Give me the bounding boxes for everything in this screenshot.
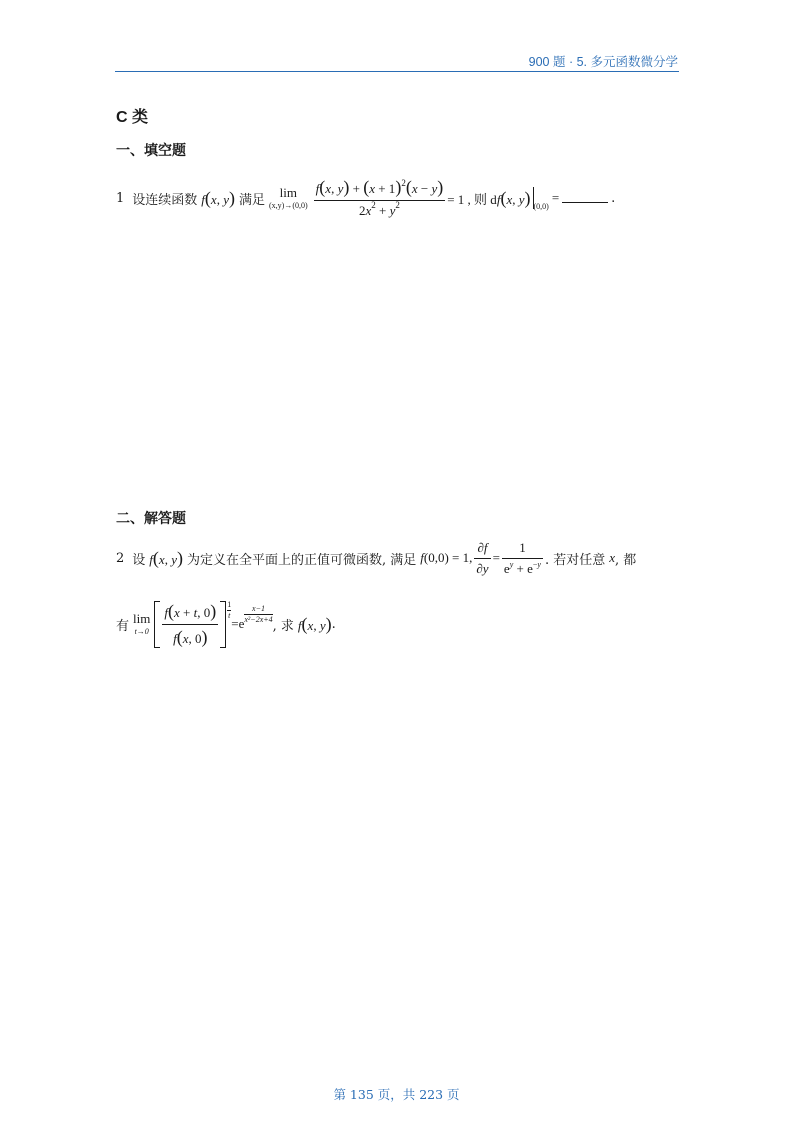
evaluation-point: (0,0)	[533, 201, 549, 211]
header-title: 900 题 · 5. 多元函数微分学	[528, 55, 678, 69]
header-rule	[115, 71, 679, 72]
math-fxy: f(x, y)	[201, 187, 235, 208]
problem-2-line-1: 2 设 f(x, y) 为定义在全平面上的正值可微函数, 满足 f (0,0) = 1, $\frac{\partial f}{\partial y}$ = $\frac{1}{e^y + e^{-y}}$ . 若对任意 x , 都	[116, 539, 637, 576]
limit-subscript-2: t→0	[134, 627, 149, 636]
fraction-denominator: $2x^2 + y^2$	[358, 200, 400, 218]
problem-1-satisfy: 满足	[238, 192, 265, 208]
page-footer: 第 135 页，共 223 页	[333, 1087, 460, 1102]
bracketed-ratio	[154, 601, 226, 648]
problem-2-text1: 为定义在全平面上的正值可微函数, 满足	[186, 552, 417, 568]
limit-word: lim	[279, 185, 297, 200]
problem-1	[116, 175, 615, 221]
problem-2-cond: (0,0) = 1,	[423, 550, 473, 565]
problem-1-number: 1	[116, 190, 125, 206]
problem-2-number: 2	[116, 550, 125, 566]
problem-1-eq1: = 1 , 则 d	[447, 191, 497, 207]
limit-operator	[269, 186, 308, 210]
answer-blank[interactable]	[562, 202, 608, 203]
bracket-exponent: 1 t	[227, 599, 232, 620]
fraction-numerator: f(x, $y) + (x + 1)^2(x - y)$	[315, 177, 444, 197]
problem-2-text3: , 都	[615, 552, 637, 568]
problem-2-line2-lead: 有	[116, 618, 130, 634]
limit-subscript: (x,y)→(0,0)	[269, 201, 308, 210]
problem-2-text4: , 求	[272, 618, 294, 634]
problem-1-eq2: =	[551, 190, 560, 205]
problem-2-lead: 设	[132, 552, 146, 568]
heading-solve: 二、解答题	[116, 510, 186, 526]
section-title: C 类	[116, 109, 149, 126]
problem-1-tail: .	[611, 190, 616, 206]
math-fxy-4: f(x, y)	[297, 613, 332, 634]
exp-base: e	[238, 616, 245, 631]
problem-1-lead: 设连续函数	[132, 192, 198, 208]
problem-2-line-2: 有 lim t→0 $\frac{f(x + t, 0)}{f(x, 0)}$ 1 t = e x−1 x²−2x+4 , 求 f(x, y) .	[116, 599, 336, 647]
math-x: x	[609, 550, 615, 565]
problem-2-text2: . 若对任意	[544, 552, 606, 568]
partial-derivative: $\frac{\partial f}{\partial y}$	[476, 539, 489, 576]
heading-fill-blank: 一、填空题	[116, 142, 186, 158]
limit-operator-2	[133, 612, 150, 636]
exp-exponent: x−1 x²−2x+4	[244, 603, 273, 624]
problem-2-tail: .	[331, 616, 336, 632]
math-f: f	[420, 550, 424, 565]
derivative-value: $\frac{1}{e^y + e^{-y}}$	[503, 539, 541, 576]
ratio-fraction: $\frac{f(x + t, 0)}{f(x, 0)}$	[164, 600, 217, 647]
limit-word-2: lim	[133, 611, 151, 626]
math-fxy-3: f(x, y)	[149, 547, 183, 568]
math-fxy-2: f(x, y)	[496, 187, 531, 208]
limit-fraction	[314, 177, 446, 219]
